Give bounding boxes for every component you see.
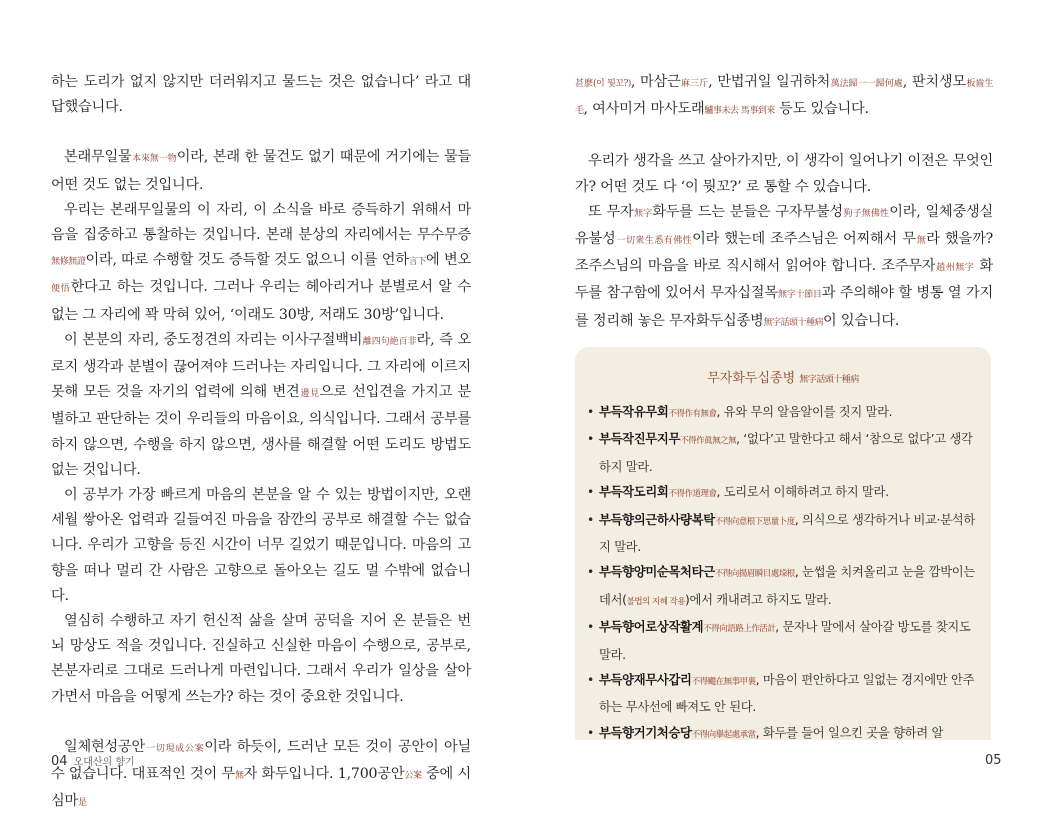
list-item	[587, 560, 981, 615]
hanja-annotation: 邊見	[299, 389, 320, 400]
paragraph	[51, 328, 471, 483]
list-item	[587, 400, 981, 427]
item-hanja: 不得向意根下思量卜度	[714, 516, 795, 527]
text-run: 이라 하듯이, 드러난 모든 것이 공안이 아닐 수 없습니다. 대표적인 것이 무	[51, 738, 471, 783]
item-text: , 문자나 말에서 살아갈 방도를 찾지도 말라.	[599, 620, 971, 662]
item-text: , 화두를 들어 일으킨 곳을 향하려 알	[755, 725, 944, 740]
paragraph-gap	[51, 710, 471, 735]
hanja-annotation: 一切衆生悉有佛性	[615, 236, 693, 247]
item-text: , 눈썹을 치켜올리고 눈을 깜박이는 데서(	[599, 565, 975, 607]
text-run: 이라, 본래 한 물건도 없기 때문에 거기에는 물들 어떤 것도 없는 것입니다.	[51, 149, 471, 193]
hanja-annotation: 無	[915, 236, 927, 247]
text-run: 이 본분의 자리, 중도정견의 자리는 이사구절백비	[64, 331, 363, 348]
bullet-icon: •	[587, 565, 594, 580]
text-run: 열심히 수행하고 자기 헌신적 삶을 살며 공덕을 지어 온 분들은 번뇌 망상도 적을 것입니다. 진실하고 신실한 마음이 수행으로, 공부로, 본분자리로 그대로 드러나게 마련입니다. 그래서 우리가 일상을 살아가면서 마음을 어떻게 쓰는가? 하는 것이 중요한 것입니다.	[51, 613, 471, 705]
text-run: , 마삼근	[630, 74, 681, 90]
paragraph-gap	[575, 124, 993, 149]
hanja-annotation: 無	[234, 771, 244, 782]
text-run: 화두를 드는 분들은 구자무불성	[652, 203, 843, 220]
item-hanja: 不得向語路上作活計	[703, 624, 776, 635]
bullet-icon: •	[587, 405, 594, 419]
bullet-icon: •	[587, 485, 594, 500]
item-term: 부득작유무회	[599, 405, 669, 419]
paragraph	[51, 198, 471, 328]
bullet-icon: •	[587, 620, 594, 635]
hanja-annotation: 是	[78, 798, 87, 809]
text-run: 이라 했는데 조주스님은 어찌해서 무	[692, 231, 916, 248]
item-text: , 마음이 편안하다고 일없는 경지에만 안주하는 무사선에 빠져도 안 된다.	[599, 673, 975, 715]
text-run: 라, 즉 오로지 생각과 분별이 끊어져야 드러나는 자리입니다. 그 자리에 이르지 못해 모든 것을 자기의 업력에 의해 변견	[51, 331, 471, 401]
left-folio	[51, 753, 135, 769]
text-run: 자 화두입니다. 1,700공안	[243, 766, 405, 783]
box-title	[575, 367, 991, 386]
item-term: 부득향의근하사량복탁	[599, 512, 715, 527]
bullet-icon: •	[587, 512, 594, 527]
page-number: 04	[51, 754, 68, 769]
hanja-annotation: 萬法歸一一歸何處	[830, 79, 903, 89]
text-run: 라 했을까? 조주스님의 마음을 바로 직시해서 읽어야 합니다. 조주무자	[575, 231, 993, 275]
item-hanja: 不得向擧起處承當	[691, 729, 756, 740]
text-run: 또 무자	[588, 203, 634, 220]
paragraph	[51, 145, 471, 197]
text-run: , 만법귀일 일귀하처	[708, 74, 831, 90]
hanja-annotation: 本來無一物	[131, 154, 177, 165]
hanja-annotation: 甚麽(이 뭣꼬?)	[575, 79, 631, 89]
text-run: 이 공부가 가장 빠르게 마음의 본분을 알 수 있는 방법이지만, 오랜 세월 쌓아온 업력과 길들여진 마음을 잠깐의 공부로 해결할 수는 없습니다. 우리가 고향을 등진 시간이 너무 길었기 때문입니다. 마음의 고향을 떠나 멀리 간 사람은 고향으로 돌아오는 길도 멀 수밖에 없습니다.	[51, 487, 471, 604]
paragraph	[51, 483, 471, 609]
text-run: 과 주의해야 할 병통 열 가지를 정리해 놓은 무자화두십종병	[575, 285, 993, 329]
list-item	[587, 668, 981, 721]
running-title: 오대산의 향기	[73, 757, 135, 768]
left-page	[0, 0, 521, 810]
hanja-annotation: 驢事未去 馬事到來	[704, 106, 775, 117]
item-term: 부득향양미순목처타근	[599, 565, 715, 580]
text-run: 으로 선입견을 가지고 분별하고 판단하는 것이 우리들의 마음이요, 의식입니다. 그래서 공부를 하지 않으면, 수행을 하지 않으면, 생사를 해결할 어떤 도리도 방법도 없는 것입니다.	[51, 384, 471, 478]
paragraph	[575, 200, 993, 336]
text-run: 이라, 일체중생실유불성	[575, 203, 994, 248]
hanja-annotation: 無字	[633, 208, 653, 219]
hanja-annotation: 一切現成公案	[145, 743, 205, 754]
item-text: , 도리로서 이해하려고 하지 말라.	[716, 485, 889, 500]
text-run: 에 변오	[426, 252, 471, 269]
box-list	[587, 400, 981, 748]
item-term: 부득작진무지무	[599, 432, 681, 447]
hanja-annotation: 離四句絶百非	[362, 336, 417, 347]
bullet-icon: •	[587, 432, 594, 447]
hanja-annotation: 便悟	[51, 284, 71, 295]
text-run: 중에 시심마	[51, 766, 471, 810]
list-item	[587, 615, 981, 668]
hanja-annotation: 無字話頭十種病	[763, 317, 824, 328]
hanja-annotation: 無修無證	[51, 257, 86, 268]
bullet-icon: •	[587, 725, 594, 740]
item-text: , 유와 무의 알음알이를 짓지 말라.	[716, 405, 893, 419]
box-title-korean: 무자화두십종병	[707, 371, 796, 386]
bullet-icon: •	[587, 673, 594, 688]
text-run: 일체현성공안	[64, 738, 146, 755]
item-term: 부득향거기처승당	[599, 725, 692, 740]
paragraph	[575, 149, 993, 199]
paragraph	[51, 70, 471, 120]
list-item	[587, 721, 981, 748]
item-hanja: 不得向揚眉瞬目處垜根	[714, 569, 795, 580]
item-text: )에서 캐내려고 하지도 말라.	[685, 592, 832, 607]
left-body-text	[51, 70, 471, 816]
item-hanja: 不得作道理會	[668, 489, 717, 500]
hanja-annotation: 言下	[408, 257, 427, 268]
text-run: 등도 있습니다.	[774, 101, 869, 118]
page-number: 05	[985, 753, 1002, 768]
hanja-annotation: 趙州無字	[935, 263, 975, 274]
sidebar-box	[575, 347, 991, 740]
paragraph	[51, 609, 471, 710]
hanja-annotation: 無字十節目	[777, 290, 822, 301]
paragraph	[51, 735, 471, 816]
text-run: 화두를 참구함에 있어서 무자십절목	[575, 258, 993, 302]
box-title-hanja: 無字話頭十種病	[799, 375, 859, 385]
right-folio	[985, 753, 1002, 768]
text-run: 이 있습니다.	[823, 312, 900, 329]
item-text: , 의식으로 생각하거나 비교·분석하지 말라.	[599, 512, 975, 555]
item-hanja: 不得颺在無事甲裏	[691, 677, 756, 688]
paragraph-gap	[51, 120, 471, 145]
hanja-annotation: 狗子無佛性	[842, 208, 890, 219]
hanja-annotation: 公案	[404, 771, 422, 782]
item-inline-note: 불법의 지혜 작용	[626, 596, 686, 607]
item-term: 부득작도리회	[599, 485, 669, 500]
text-run: , 여사미거 마사도래	[583, 101, 705, 118]
paragraph	[575, 70, 993, 124]
hanja-annotation: 麻三斤	[680, 79, 709, 89]
text-run: 한다고 하는 것입니다. 그러나 우리는 헤아리거나 분별로서 알 수 없는 그 자리에 꽉 막혀 있어, ‘이래도 30방, 저래도 30방’입니다.	[51, 279, 471, 323]
text-run: , 판치생모	[902, 74, 966, 90]
item-term: 부득향어로상작활계	[599, 620, 704, 635]
text-run: 하는 도리가 없지 않지만 더러워지고 물드는 것은 없습니다’ 라고 대답했습니다.	[51, 74, 471, 116]
text-run: 이라, 따로 수행할 것도 증득할 것도 없으니 이를 언하	[85, 252, 409, 269]
item-hanja: 不得作有無會	[668, 409, 717, 419]
list-item	[587, 508, 981, 561]
item-text: , ‘없다’고 말한다고 해서 ‘참으로 없다’고 생각하지 말라.	[599, 432, 973, 474]
text-run: 우리는 본래무일물의 이 자리, 이 소식을 바로 증득하기 위해서 마음을 집중하고 통찰하는 것입니다. 본래 분상의 자리에서는 무수무증	[51, 201, 471, 244]
text-run: 우리가 생각을 쓰고 살아가지만, 이 생각이 일어나기 이전은 무엇인가? 어떤 것도 다 ‘이 뭣꼬?’ 로 통할 수 있습니다.	[575, 153, 993, 195]
item-hanja: 不得作眞無之無	[680, 436, 737, 447]
right-page	[521, 0, 1042, 793]
right-body-text	[575, 70, 993, 336]
hanja-annotation: 板齒生毛	[575, 79, 993, 117]
list-item	[587, 480, 981, 507]
list-item	[587, 427, 981, 480]
text-run: 본래무일물	[64, 149, 132, 166]
item-term: 부득양재무사갑리	[599, 673, 692, 688]
